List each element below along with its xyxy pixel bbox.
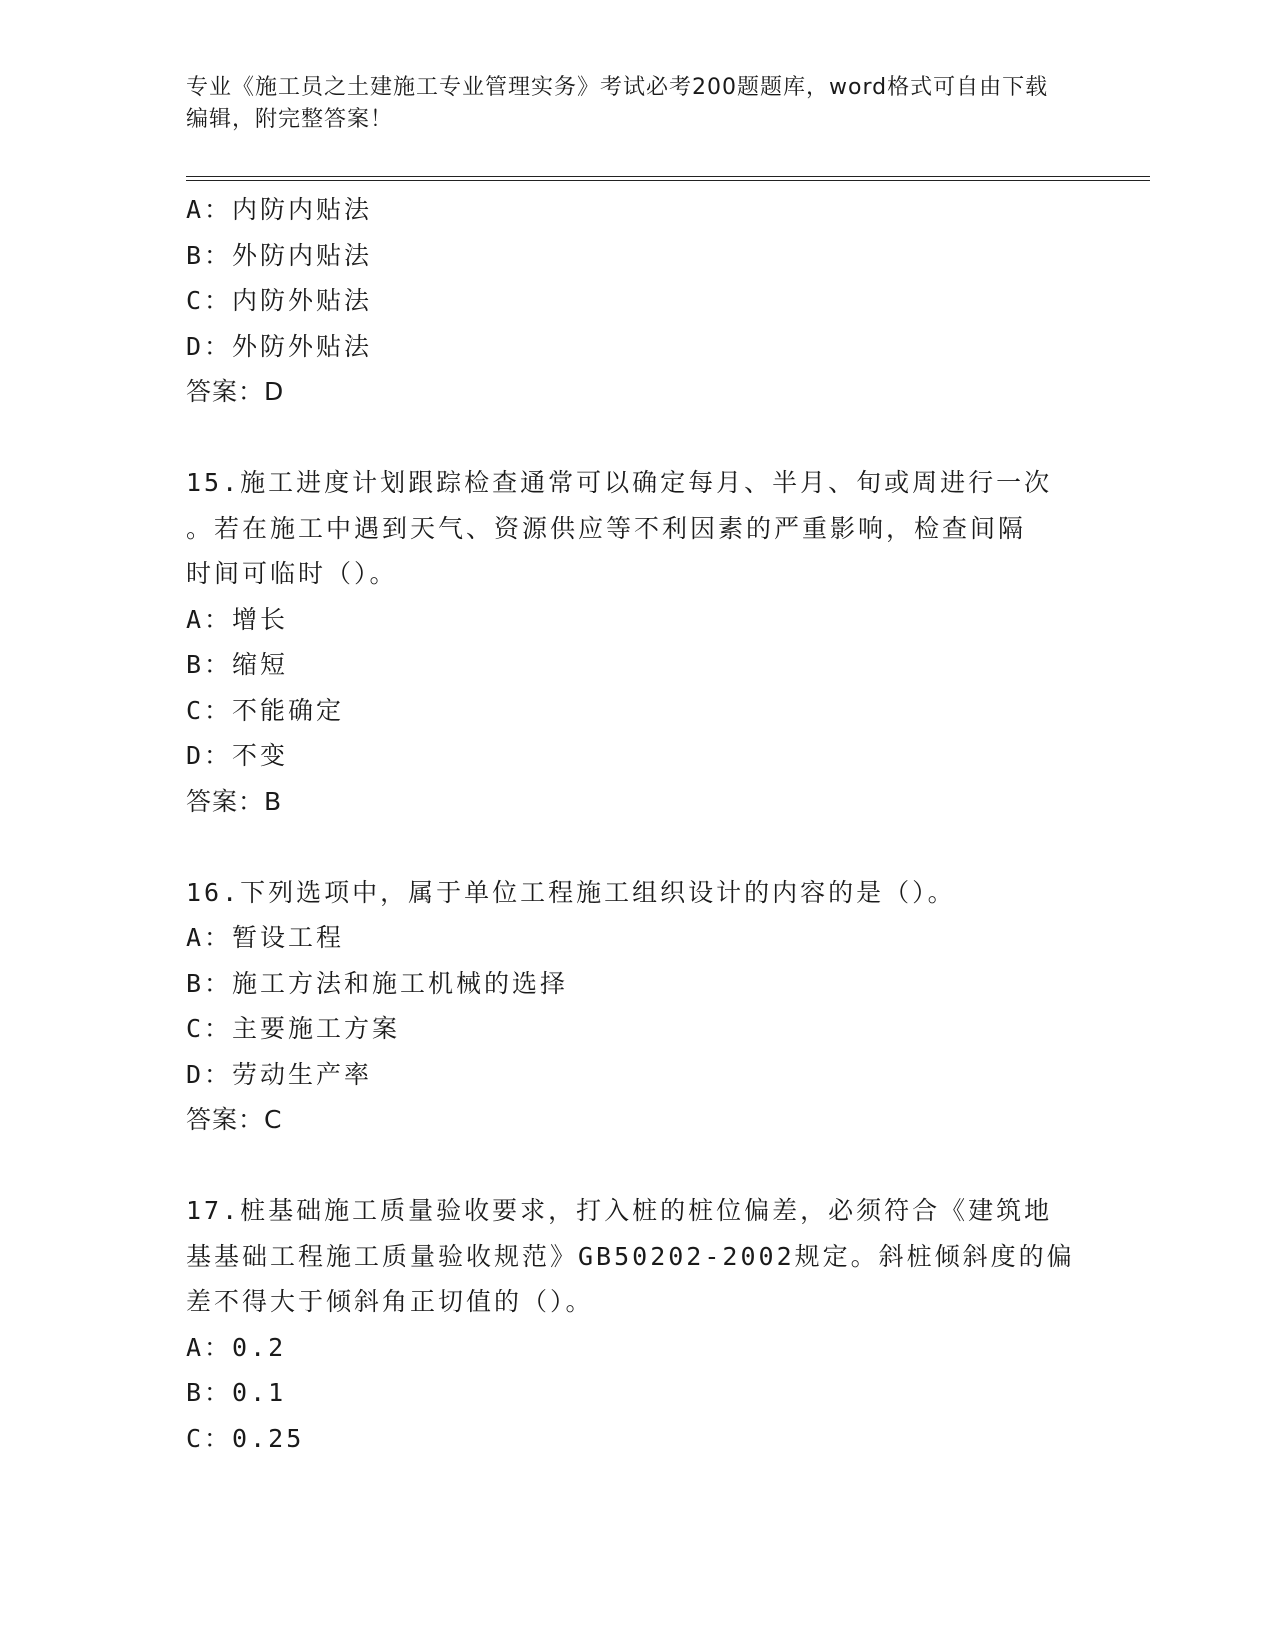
option-c: C：主要施工方案 (186, 1014, 401, 1043)
question-17 (186, 1188, 1086, 1461)
answer: 答案：D (186, 377, 285, 406)
question-text-line: 16.下列选项中，属于单位工程施工组织设计的内容的是（）。 (186, 877, 956, 907)
question-text-line: 时间可临时（）。 (186, 559, 398, 588)
question-text-line: 15.施工进度计划跟踪检查通常可以确定每月、半月、旬或周进行一次 (186, 468, 1053, 497)
question-text-line: 基基础工程施工质量验收规范》GB50202-2002规定。斜桩倾斜度的偏 (186, 1241, 1075, 1271)
option-d: D：劳动生产率 (186, 1059, 373, 1089)
question-content (186, 187, 1086, 1461)
answer: 答案：C (186, 1105, 283, 1134)
question-text-line: 。若在施工中遇到天气、资源供应等不利因素的严重影响，检查间隔 (186, 513, 1027, 543)
spacer (186, 415, 1086, 461)
option-d: D：外防外贴法 (186, 331, 373, 361)
question-15 (186, 460, 1086, 824)
header-divider (186, 176, 1150, 181)
spacer (186, 1143, 1086, 1189)
option-c: C：内防外贴法 (186, 286, 373, 315)
option-b: B：外防内贴法 (186, 240, 373, 270)
option-b: B：0.1 (186, 1378, 287, 1407)
option-c: C：0.25 (186, 1423, 305, 1453)
option-a: A：增长 (186, 604, 289, 634)
option-a: A：0.2 (186, 1332, 287, 1362)
prev-question (186, 187, 1086, 415)
option-a: A：暂设工程 (186, 923, 345, 952)
question-16 (186, 870, 1086, 1143)
option-b: B：缩短 (186, 650, 289, 679)
question-text-line: 17.桩基础施工质量验收要求，打入桩的桩位偏差，必须符合《建筑地 (186, 1196, 1053, 1225)
option-c: C：不能确定 (186, 695, 345, 725)
option-a: A：内防内贴法 (186, 195, 373, 224)
question-text-line: 差不得大于倾斜角正切值的（）。 (186, 1287, 594, 1316)
option-d: D：不变 (186, 741, 289, 770)
spacer (186, 824, 1086, 870)
answer: 答案：B (186, 786, 283, 816)
option-b: B：施工方法和施工机械的选择 (186, 968, 569, 998)
document-header: 专业《施工员之土建施工专业管理实务》考试必考200题题库，word格式可自由下载编辑，附完整答案！ (186, 75, 1049, 132)
